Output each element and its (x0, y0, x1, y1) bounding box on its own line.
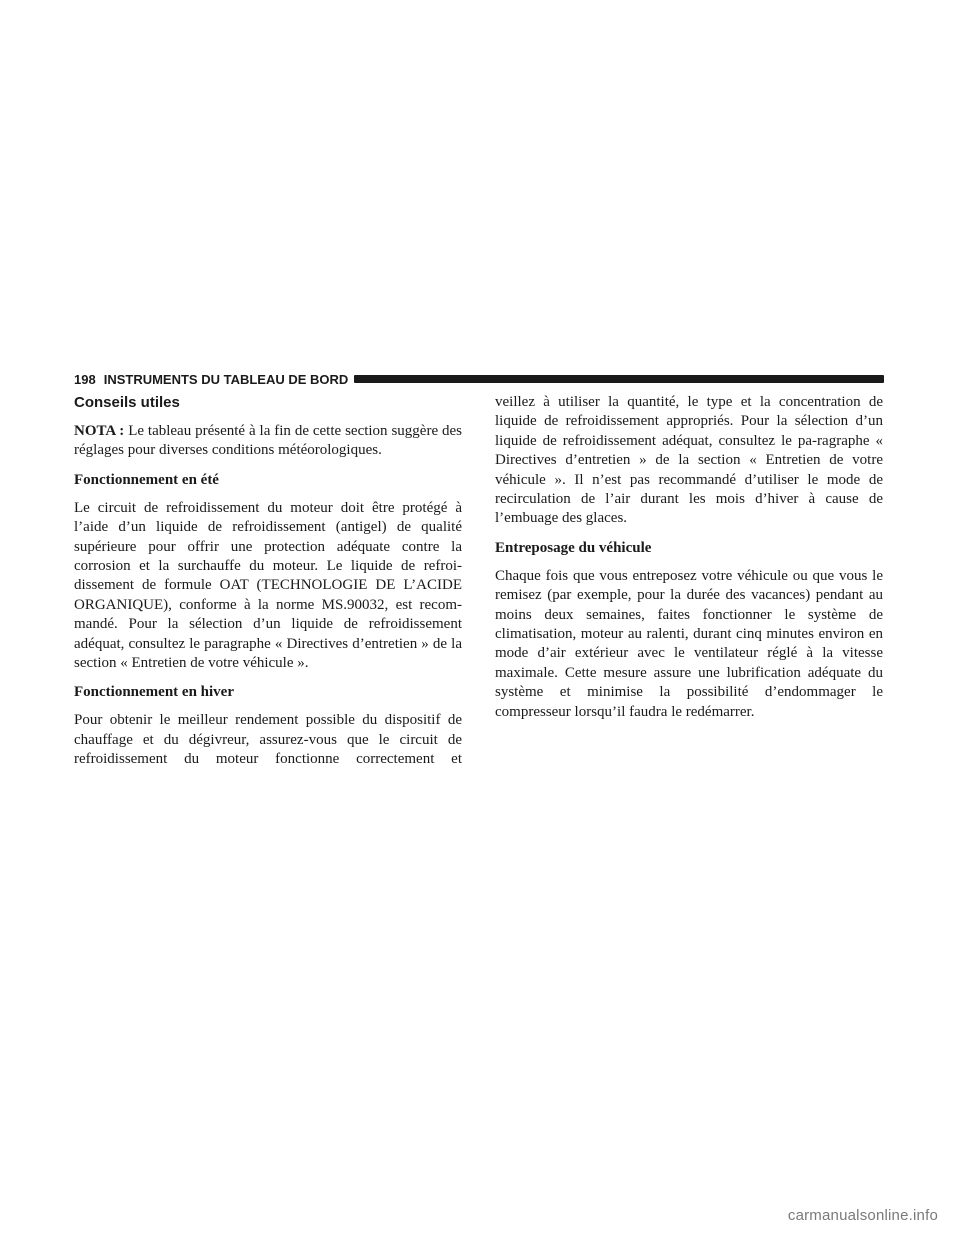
winter-paragraph: Pour obtenir le meilleur rendement possible du dispositif de chauffage et du dégivreur, assurez-vous que le circuit de refroidissement du moteur fonctionne correctement et (74, 712, 462, 768)
note-label: NOTA : (74, 423, 125, 439)
heading-winter: Fonctionnement en hiver (74, 684, 234, 701)
page-header (74, 370, 884, 388)
page-number: 198 (74, 371, 96, 387)
storage-paragraph: Chaque fois que vous entreposez votre véhicule ou que vous le remisez (par exemple, pour la durée des vacances) pendant au moins deux semaines, faites fonctionner le système de climatisation, moteur au ralenti, durant cinq minutes environ en mode d’air extérieur avec le ventilateur réglé à la vitesse maximale. Cette mesure assure une lubrification adéquate du système et minimise la possibilité d’endommager le compresseur lorsqu’il faudra le redémarrer. (495, 567, 883, 720)
heading-summer: Fonctionnement en été (74, 471, 219, 488)
section-title: INSTRUMENTS DU TABLEAU DE BORD (103, 371, 349, 387)
heading-conseils-utiles: Conseils utiles (74, 394, 180, 411)
heading-storage: Entreposage du véhicule (495, 539, 652, 556)
watermark: carmanualsonline.info (787, 1207, 938, 1224)
header-rule (354, 375, 884, 383)
summer-paragraph: Le circuit de refroidissement du moteur doit être protégé à l’aide d’un liquide de refroidissement (antigel) de qualité supérieure pour offrir une protection adéquate contre la corrosion et la surchauffe du moteur. Le liquide de refroi-dissement de formule OAT (TECHNOLOGIE DE L’ACIDE ORGANIQUE), conforme à la norme MS.90032, est recom-mandé. Pour la sélection d’un liquide de refroidissement adéquat, consultez le paragraphe « Directives d’entretien » de la section « Entretien de votre véhicule ». (74, 499, 462, 672)
right-column (495, 393, 883, 732)
left-column (74, 393, 462, 780)
winter-paragraph-continued: veillez à utiliser la quantité, le type et la concentration de liquide de refroidissement appropriés. Pour la sélection d’un liquide de refroidissement adéquat, consultez le pa-ragraphe « Directives d’entretien » de la section « Entretien de votre véhicule ». Il n’est pas recommandé d’utiliser le mode de recirculation de l’air durant les mois d’hiver à cause de l’embuage des glaces. (495, 394, 883, 527)
note-text: Le tableau présenté à la fin de cette section suggère des réglages pour diverses conditions météorologiques. (74, 423, 462, 459)
note-paragraph (74, 422, 462, 461)
